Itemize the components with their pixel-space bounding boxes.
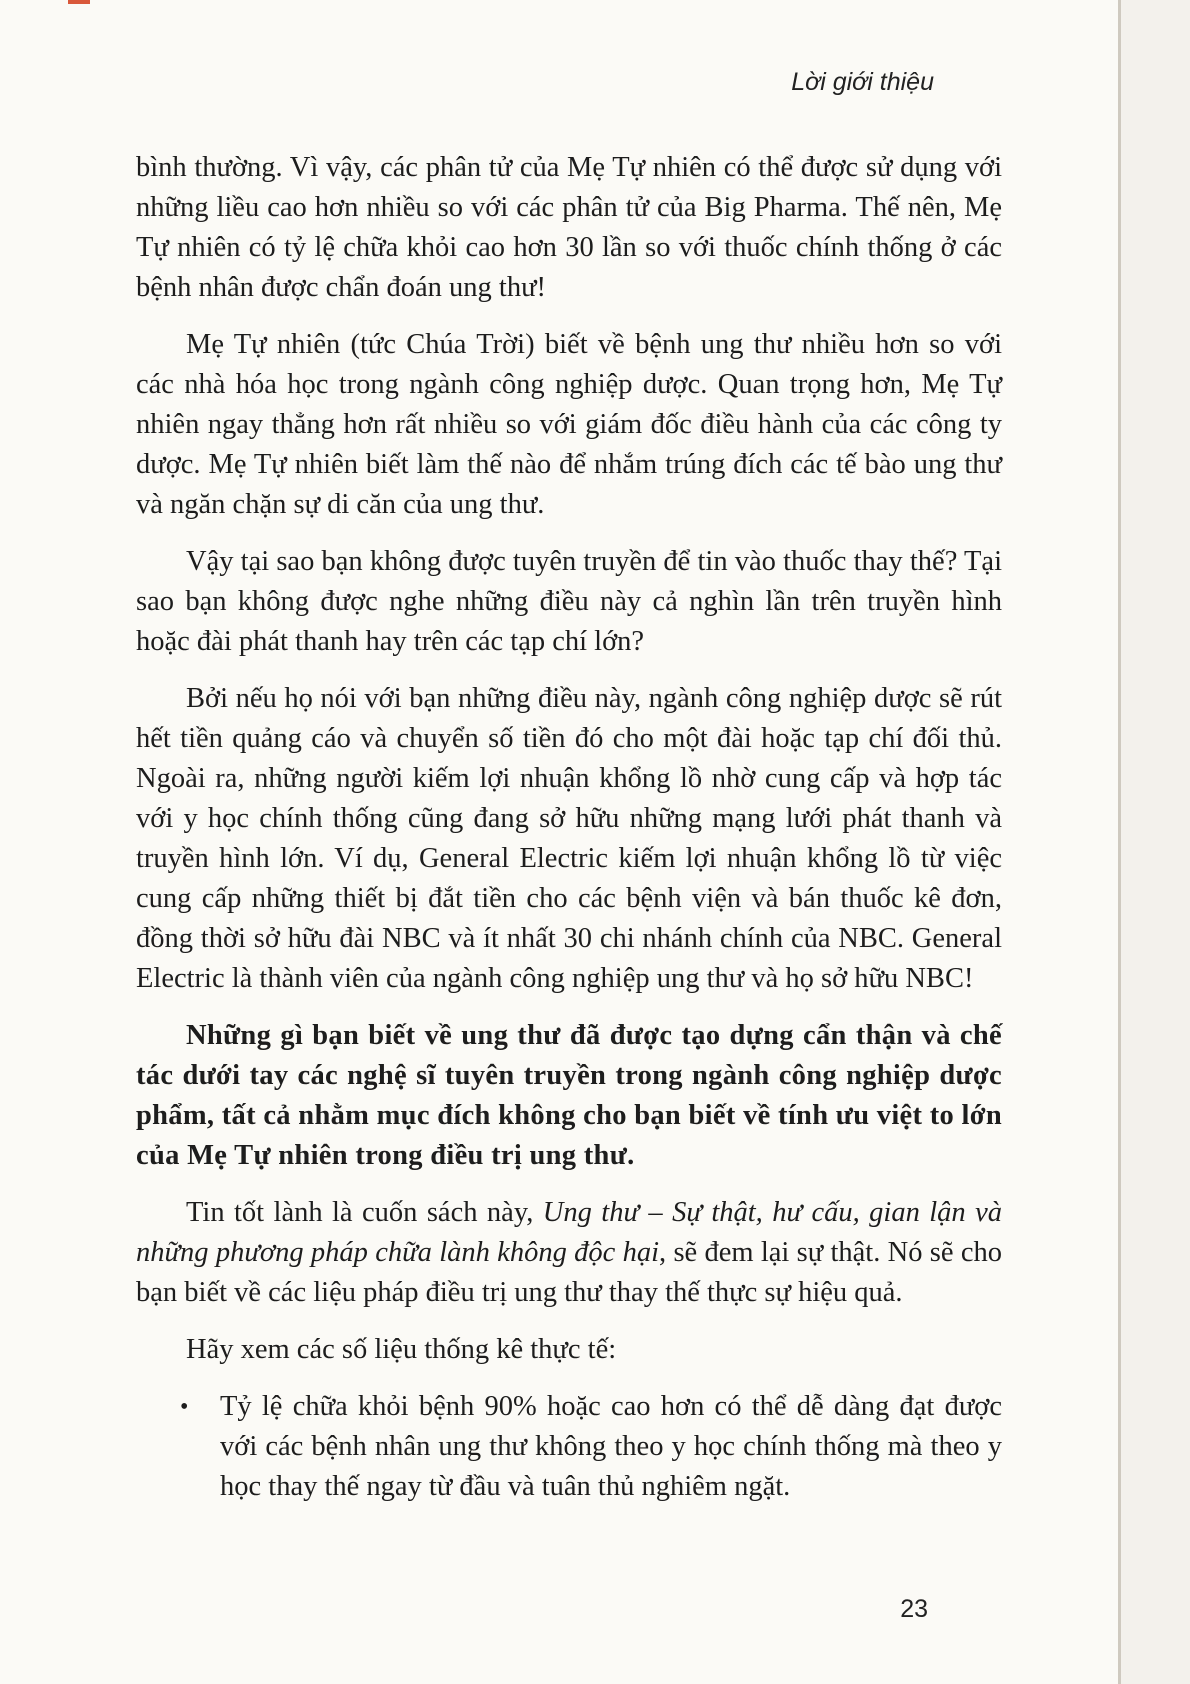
paragraph-7: Hãy xem các số liệu thống kê thực tế: xyxy=(186,1334,617,1365)
paragraph-5-bold: Những gì bạn biết về ung thư đã được tạo dựng cẩn thận và chế tác dưới tay các nghệ sĩ tuyên truyền trong ngành công nghiệp dược phẩm, tất cả nhằm mục đích không cho bạn biết về tính ưu việt to lớn của Mẹ Tự nhiên trong điều trị ung thư. xyxy=(136,1020,1002,1171)
page-body xyxy=(136,148,1002,1507)
bullet-text: Tỷ lệ chữa khỏi bệnh 90% hoặc cao hơn có thể dễ dàng đạt được với các bệnh nhân ung thư không theo y học chính thống mà theo y học thay thế ngay từ đầu và tuân thủ nghiêm ngặt. xyxy=(220,1391,1002,1502)
top-accent-mark xyxy=(68,0,90,4)
bullet-marker: • xyxy=(180,1394,189,1420)
paragraph-6 xyxy=(136,1193,1002,1313)
page-edge xyxy=(1118,0,1121,1684)
paragraph-2: Mẹ Tự nhiên (tức Chúa Trời) biết về bệnh ung thư nhiều hơn so với các nhà hóa học trong ngành công nghiệp dược. Quan trọng hơn, Mẹ Tự nhiên ngay thẳng hơn rất nhiều so với giám đốc điều hành của các công ty dược. Mẹ Tự nhiên biết làm thế nào để nhắm trúng đích các tế bào ung thư và ngăn chặn sự di căn của ung thư. xyxy=(136,329,1002,520)
running-header: Lời giới thiệu xyxy=(791,68,934,96)
paragraph-4: Bởi nếu họ nói với bạn những điều này, ngành công nghiệp dược sẽ rút hết tiền quảng cáo và chuyển số tiền đó cho một đài hoặc tạp chí đối thủ. Ngoài ra, những người kiếm lợi nhuận khổng lồ nhờ cung cấp và hợp tác với y học chính thống cũng đang sở hữu những mạng lưới phát thanh và truyền hình lớn. Ví dụ, General Electric kiếm lợi nhuận khổng lồ từ việc cung cấp những thiết bị đắt tiền cho các bệnh viện và bán thuốc kê đơn, đồng thời sở hữu đài NBC và ít nhất 30 chi nhánh chính của NBC. General Electric là thành viên của ngành công nghiệp ung thư và họ sở hữu NBC! xyxy=(136,683,1002,994)
paragraph-1: bình thường. Vì vậy, các phân tử của Mẹ Tự nhiên có thể được sử dụng với những liều cao hơn nhiều so với các phân tử của Big Pharma. Thế nên, Mẹ Tự nhiên có tỷ lệ chữa khỏi cao hơn 30 lần so với thuốc chính thống ở các bệnh nhân được chẩn đoán ung thư! xyxy=(136,152,1002,303)
paragraph-6-end: , sẽ đem lại sự thật. Nó sẽ cho bạn biết về các liệu pháp điều trị ung thư thay thế thực sự hiệu quả. xyxy=(136,1237,1002,1308)
page-number: 23 xyxy=(900,1595,928,1623)
book-title: Ung thư – Sự thật, hư cấu, gian lận và những phương pháp chữa lành không độc hại xyxy=(136,1197,1003,1268)
list-item xyxy=(136,1387,1002,1507)
paragraph-6-start: Tin tốt lành là cuốn sách này, xyxy=(186,1197,543,1228)
bullet-list xyxy=(136,1387,1002,1507)
paragraph-3: Vậy tại sao bạn không được tuyên truyền để tin vào thuốc thay thế? Tại sao bạn không được nghe những điều này cả nghìn lần trên truyền hình hoặc đài phát thanh hay trên các tạp chí lớn? xyxy=(136,546,1002,657)
